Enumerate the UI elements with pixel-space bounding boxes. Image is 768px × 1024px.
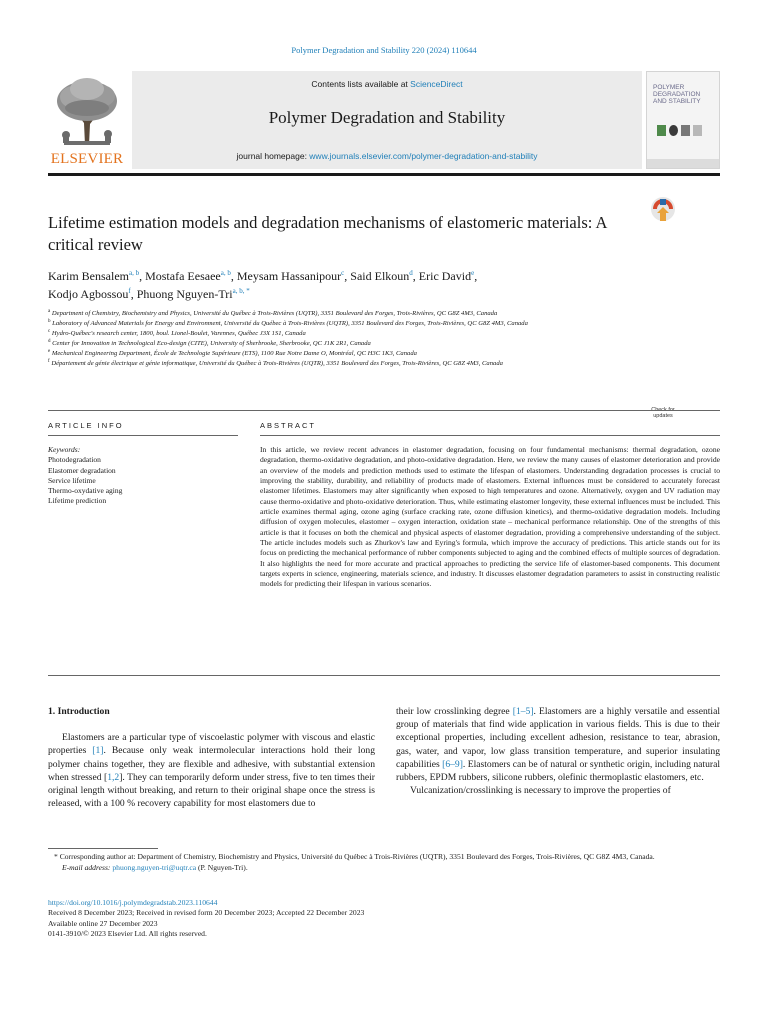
sciencedirect-link[interactable]: ScienceDirect [410,79,463,89]
abstract-text: In this article, we review recent advances in elastomer degradation, focusing on four fundamental mechanisms: thermal degradation, ozone degradation, thermo-oxidative degradation, and photo-oxidative degradation. Here, we review the many causes of elastomer deterioration and provide an overview of the models and prediction methods used to estimate the lifespan of elastomers. Understanding degradation processes is crucial to improving the stability, durability, and reliability of products made of elastomers. External influences must be considered to accurately forecast elastomer lifetimes. Elastomers may alter significantly when exposed to high temperatures and ozone. Alternatively, oxygen and UV radiation may cause thermo-oxidative and photo-oxidative deterioration. Thus, while estimating elastomer longevity, these external influences must be included. This article examines thermal aging, ozone aging (surface cracking rate, ozone diffusion kinetics), and thermo-oxidative degradation models. Including diffusion of oxygen molecules, elastomer – oxygen interaction, oxidation state – mechanical performance relationship. One of the strengths of this article is that it focuses on both the chemical and physical aspects of elastomer degradation, providing a comprehensive understanding of the subject. The article includes models such as Zhurkov's law and Eyring's formula, which improve the accuracy of predictions. This article stands out for its focus on predicting the mechanical performance of rubber components subjected to aging and the combined effects of multiple sources of degradation. It also highlights the need for more accurate and practical approaches to predicting the service life of elastomer-based components. This document targets experts in science, engineering, materials science, and industry. It discusses elastomer degradation parameters to assist in constructing realistic models for predicting their lifespan in various scenarios. [260,445,720,589]
email-label: E-mail address: [62,862,113,872]
masthead-center-box [132,71,642,169]
author-affiliation-marker[interactable]: e [471,269,475,277]
journal-homepage-link[interactable]: www.journals.elsevier.com/polymer-degradation-and-stability [309,151,538,161]
received-dates: Received 8 December 2023; Received in revised form 20 December 2023; Accepted 22 December 2023 [48,908,365,918]
abstract-rule [260,435,720,436]
publication-info [48,898,720,939]
abstract-heading: ABSTRACT [260,421,317,430]
affiliation-marker: d [48,338,51,344]
affiliation-marker: b [48,318,51,324]
abstract-bottom-rule [48,675,720,676]
body-column-left [48,705,375,810]
citation-link[interactable]: [1–5] [512,706,534,717]
contents-line [132,79,642,89]
journal-cover-thumbnail[interactable] [646,71,720,169]
article-info-heading: ARTICLE INFO [48,421,124,430]
homepage-line [132,151,642,161]
author-separator: , [130,287,137,301]
keyword: Elastomer degradation [48,465,116,475]
author-affiliation-marker[interactable]: f [128,287,131,295]
affiliation-text: Center for Innovation in Technological Eco-design (CITE), University of Sherbrooke, Sherbrooke, QC J1K 2R1, Canada [50,340,371,347]
doi-link[interactable]: https://doi.org/10.1016/j.polymdegradstab.2023.110644 [48,898,218,907]
affiliation-marker: c [48,328,51,334]
footnote-rule [48,848,158,849]
cover-band [647,159,719,168]
author-separator: , [412,269,419,283]
author-separator: , [139,269,146,283]
copyright: 0141-3910/© 2023 Elsevier Ltd. All rights reserved. [48,928,207,938]
check-for-updates-icon [644,195,682,225]
author-name[interactable]: Meysam Hassanipour [236,269,342,283]
author-affiliation-marker[interactable]: a, b, * [232,287,250,295]
keyword: Thermo-oxydative aging [48,486,123,496]
elsevier-wordmark: ELSEVIER [50,151,124,167]
text-run: . Elastomers are a highly versatile and essential group of materials that find wide application in various fields. This is due to their exceptional properties, including excellent adhesion, resistance to tear, abrasion, gas, water, and vapor, low glass transition temperature, and superior insulating capabilities [396,706,721,770]
author-name[interactable]: Eric David [418,269,472,283]
affiliation-text: Laboratory of Advanced Materials for Energy and Environment, Université du Québec à Trois-Rivières (UQTR), 3351 Boulevard des Forges, Trois-Rivières, QC G8Z 4M3, Canada [50,320,528,327]
author-name[interactable]: Mostafa Eesaee [145,269,221,283]
homepage-prefix: journal homepage: [236,151,310,161]
text-run: their low crosslinking degree [396,706,513,717]
email-line [48,863,720,874]
affiliation-item [48,319,688,329]
keyword: Photodegradation [48,455,101,465]
affiliation-item [48,339,688,349]
author-affiliation-marker[interactable]: c [341,269,345,277]
affiliation-marker: f [48,358,50,364]
available-online: Available online 27 December 2023 [48,918,158,928]
email-suffix: (P. Nguyen-Tri). [196,862,248,872]
author-name[interactable]: Kodjo Agbossou [48,287,129,301]
affiliation-item [48,309,688,319]
corresponding-author-text: * Corresponding author at: Department of Chemistry, Biochemistry and Physics, Université du Québec à Trois-Rivières (UQTR), 3351 Boulevard des Forges, Trois-Rivières, QC G8Z 4M3, Canada. [54,852,655,861]
author-list [48,267,668,303]
vulcanization-paragraph: Vulcanization/crosslinking is necessary to improve the properties of [410,785,671,797]
contents-prefix: Contents lists available at [311,79,411,89]
affiliation-item [48,329,688,339]
running-head[interactable]: Polymer Degradation and Stability 220 (2024) 110644 [291,45,477,55]
affiliation-item [48,349,688,359]
journal-masthead [48,71,720,171]
citation-link[interactable]: 1,2 [107,771,120,783]
body-column-right [396,705,720,797]
text-run: Elastomers are a particular type of viscoelastic polymer with viscous and elastic properties [48,732,375,757]
author-affiliation-marker[interactable]: a, b [128,269,140,277]
author-name[interactable]: Phuong Nguyen-Tri [136,287,233,301]
text-run: . Elastomers can be of natural or synthetic origin, including natural rubbers, EPDM rubbers, silicone rubbers, olefinic thermoplastic elastomers, etc. [396,758,721,784]
intro-paragraph-continued [396,705,720,784]
cover-emblems-icon [657,125,702,136]
author-separator: , [344,269,351,283]
citation-link[interactable]: [1] [92,745,104,757]
section-heading-introduction: 1. Introduction [48,706,110,717]
affiliation-text: Hydro-Québec's research center, 1800, boul. Lionel-Boulet, Varennes, Québec J3X 1S1, Canada [50,330,306,337]
author-affiliation-marker[interactable]: d [409,269,413,277]
affiliation-marker: e [48,348,51,354]
keyword: Lifetime prediction [48,496,107,506]
author-separator: , [474,269,478,283]
article-info-rule [48,435,238,436]
cover-title: POLYMER DEGRADATION AND STABILITY [653,84,701,105]
text-run: ]. They can temporarily deform under stress, five to ten times their original length without breaking, and return to their original shape once the stress is released, with a 100 % recovery capability for most elastomers due to [48,771,375,810]
journal-title: Polymer Degradation and Stability [268,108,506,127]
author-name[interactable]: Karim Bensalem [48,269,129,283]
affiliation-marker: a [48,308,51,314]
text-run: . Because only weak intermolecular interactions hold their long polymer chains together, they are flexible and adhesive, with substantial extension when stressed [ [48,745,375,783]
affiliation-text: Département de génie électrique et génie informatique, Université du Québec à Trois-Rivières (UQTR), 3351 Boulevard des Forges, Trois-Rivières, QC G8Z 4M3, Canada [49,360,503,367]
corresponding-author-footnote [48,852,720,873]
author-name[interactable]: Said Elkoun [350,269,410,283]
keywords-block [48,445,228,507]
intro-paragraph [48,731,375,810]
affiliation-text: Mechanical Engineering Department, École de Technologie Supérieure (ETS), 1100 Rue Notre Dame O, Montréal, QC H3C 1K3, Canada [50,350,417,357]
article-title: Lifetime estimation models and degradation mechanisms of elastomeric materials: A critical review [48,213,607,254]
keyword: Service lifetime [48,475,96,485]
author-affiliation-marker[interactable]: a, b [220,269,231,277]
author-separator: , [230,269,237,283]
check-for-updates-badge[interactable] [644,195,682,419]
keywords-label: Keywords: [48,445,81,454]
affiliation-text: Department of Chemistry, Biochemistry and Physics, Université du Québec à Trois-Rivières (UQTR), 3351 Boulevard des Forges, Trois-Rivières, QC G8Z 4M3, Canada [50,310,498,317]
check-for-updates-label: updates [653,413,673,419]
email-link[interactable]: phuong.nguyen-tri@uqtr.ca [112,862,197,872]
masthead-rule [48,173,720,176]
affiliation-item [48,359,688,369]
citation-link[interactable]: [6–9] [442,758,463,770]
header-divider [48,410,720,411]
affiliations [48,309,688,369]
